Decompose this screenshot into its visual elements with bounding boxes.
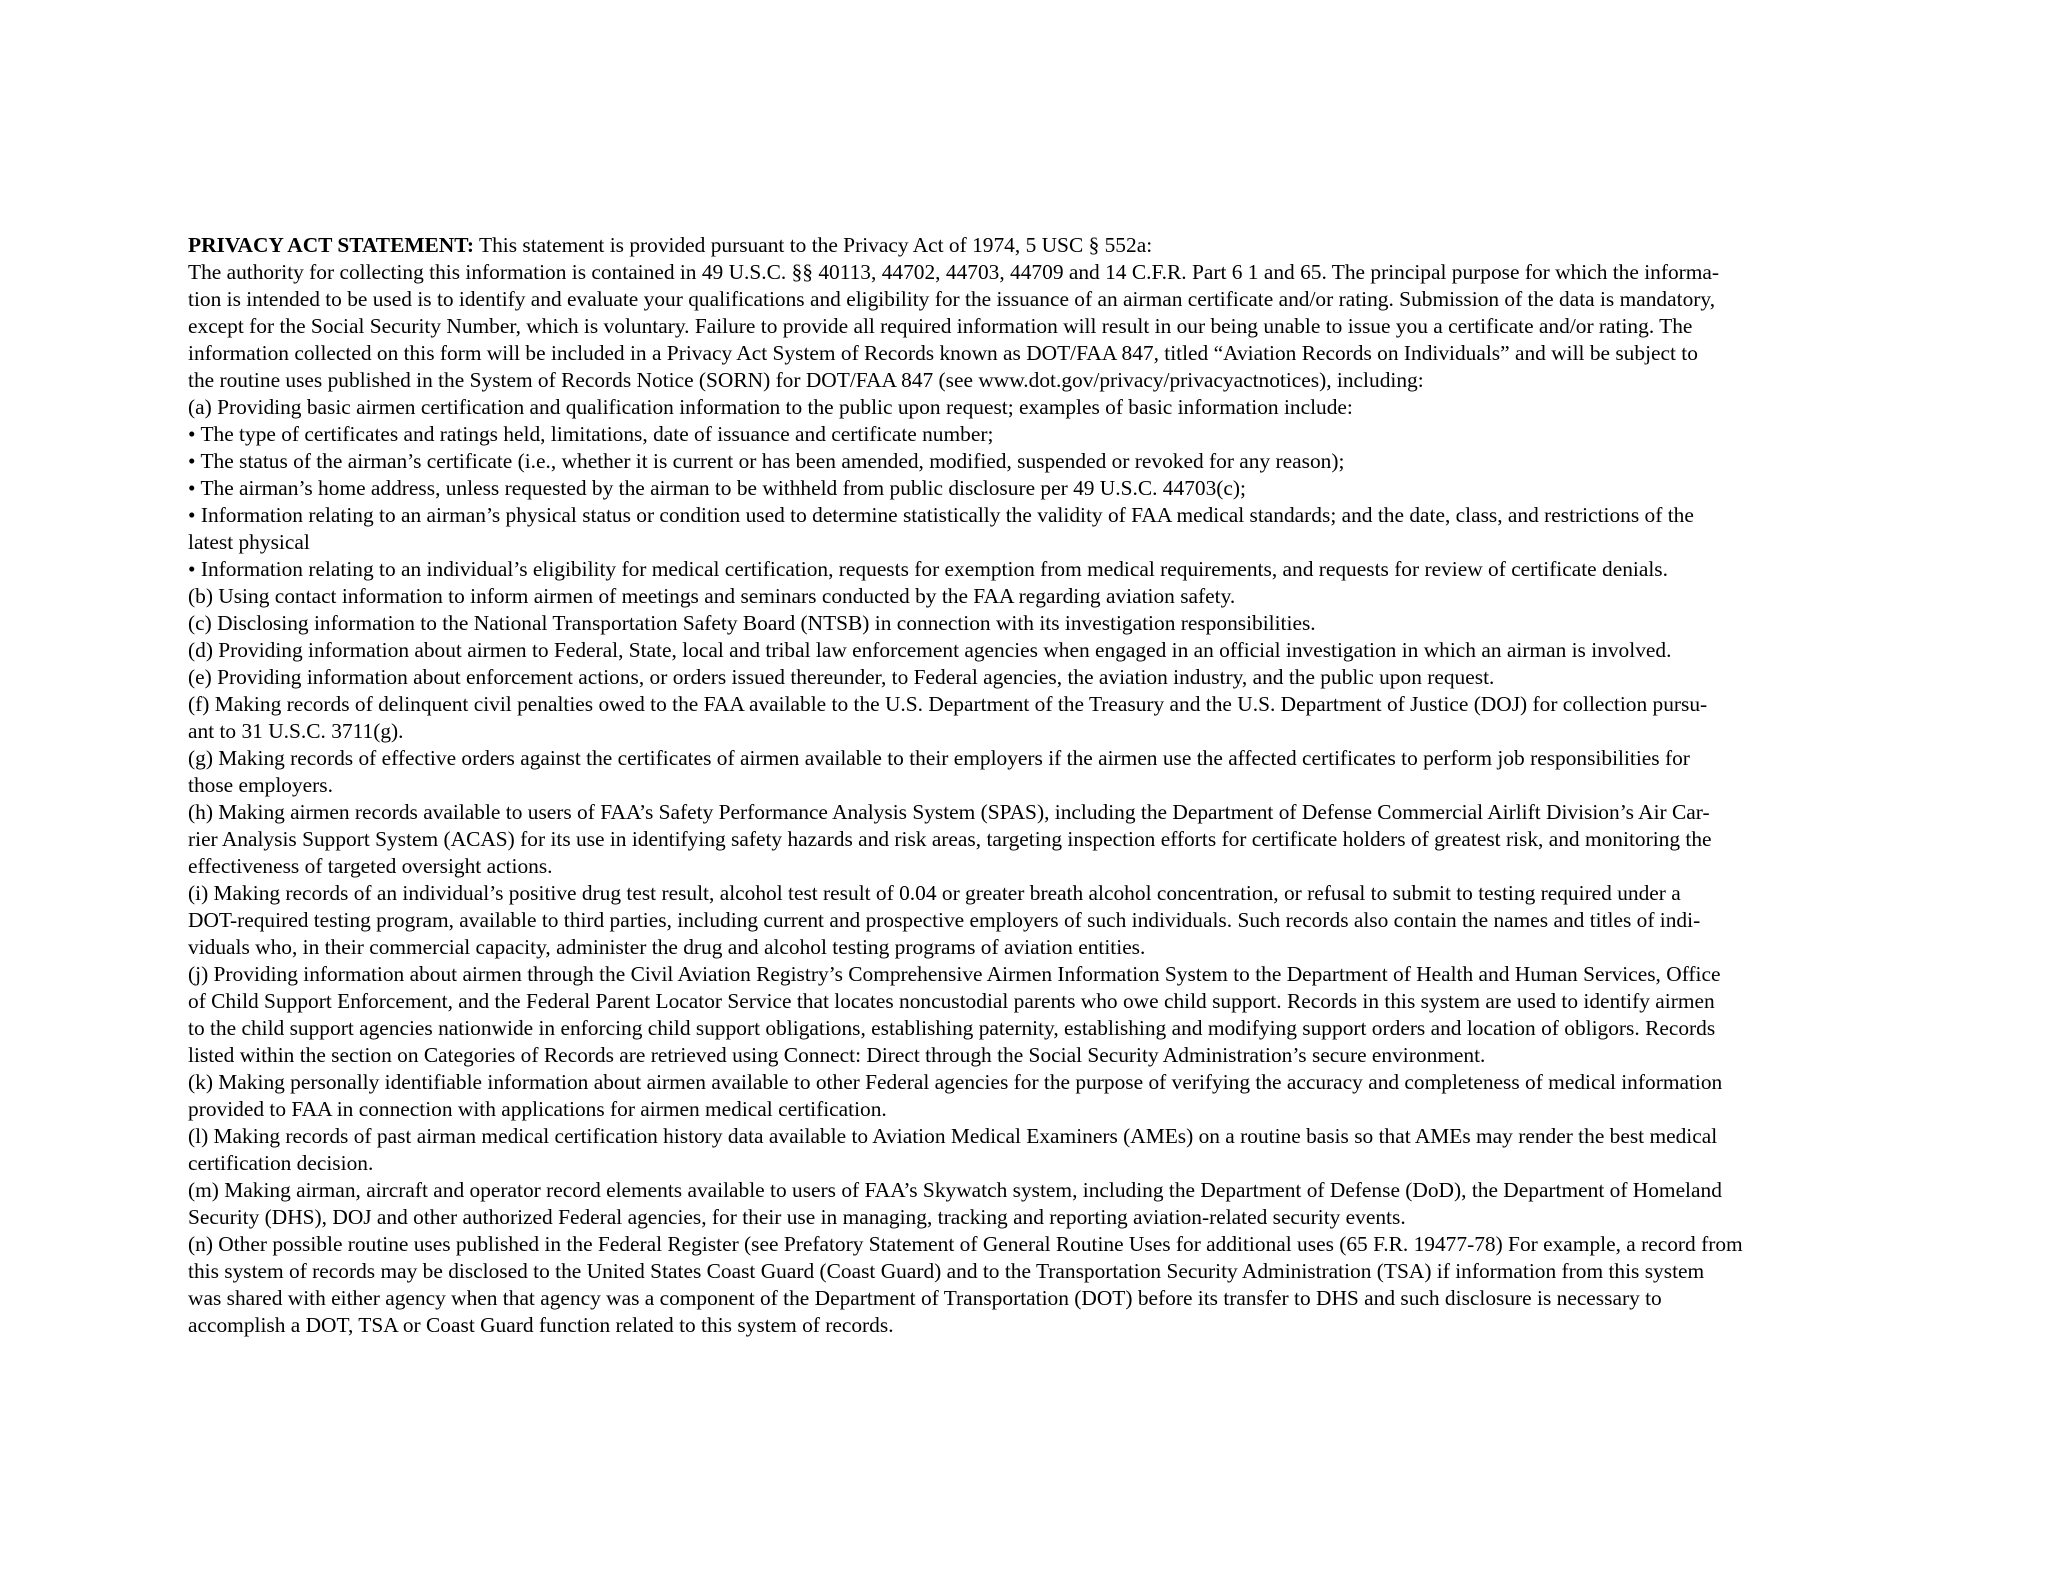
statement-line: (d) Providing information about airmen to Federal, State, local and tribal law enforcement agencies when engaged in an official investigation in which an airman is involved. [188, 638, 1672, 662]
statement-heading-text: This statement is provided pursuant to the Privacy Act of 1974, 5 USC § 552a: [474, 233, 1153, 257]
statement-line: effectiveness of targeted oversight actions. [188, 854, 553, 878]
statement-line: DOT-required testing program, available to third parties, including current and prospective employers of such individuals. Such records also contain the names and titles of indi- [188, 908, 1701, 932]
statement-line: (k) Making personally identifiable information about airmen available to other Federal agencies for the purpose of verifying the accuracy and completeness of medical information [188, 1070, 1723, 1094]
statement-line: listed within the section on Categories of Records are retrieved using Connect: Direct through the Social Security Administration’s secure environment. [188, 1043, 1486, 1067]
statement-line: accomplish a DOT, TSA or Coast Guard function related to this system of records. [188, 1313, 894, 1337]
statement-line: (g) Making records of effective orders against the certificates of airmen available to their employers if the airmen use the affected certificates to perform job responsibilities for [188, 746, 1690, 770]
statement-line: certification decision. [188, 1151, 374, 1175]
statement-line: latest physical [188, 530, 310, 554]
statement-line: tion is intended to be used is to identify and evaluate your qualifications and eligibility for the issuance of an airman certificate and/or rating. Submission of the data is mandatory, [188, 287, 1716, 311]
statement-line: of Child Support Enforcement, and the Federal Parent Locator Service that locates noncustodial parents who owe child support. Records in this system are used to identify airmen [188, 989, 1715, 1013]
statement-line: • Information relating to an airman’s physical status or condition used to determine statistically the validity of FAA medical standards; and the date, class, and restrictions of the [188, 503, 1694, 527]
statement-line: viduals who, in their commercial capacity, administer the drug and alcohol testing programs of aviation entities. [188, 935, 1146, 959]
statement-line: (c) Disclosing information to the National Transportation Safety Board (NTSB) in connection with its investigation responsibilities. [188, 611, 1316, 635]
statement-line: Security (DHS), DOJ and other authorized Federal agencies, for their use in managing, tracking and reporting aviation-related security events. [188, 1205, 1406, 1229]
statement-heading-line [188, 232, 1903, 259]
statement-line: (e) Providing information about enforcement actions, or orders issued thereunder, to Federal agencies, the aviation industry, and the public upon request. [188, 665, 1495, 689]
statement-line: • The type of certificates and ratings held, limitations, date of issuance and certificate number; [188, 422, 994, 446]
statement-line: (h) Making airmen records available to users of FAA’s Safety Performance Analysis System (SPAS), including the Department of Defense Commercial Airlift Division’s Air Car- [188, 800, 1710, 824]
statement-line: rier Analysis Support System (ACAS) for its use in identifying safety hazards and risk areas, targeting inspection efforts for certificate holders of greatest risk, and monitoring the [188, 827, 1712, 851]
statement-line: this system of records may be disclosed to the United States Coast Guard (Coast Guard) and to the Transportation Security Administration (TSA) if information from this system [188, 1259, 1705, 1283]
statement-line: (i) Making records of an individual’s positive drug test result, alcohol test result of 0.04 or greater breath alcohol concentration, or refusal to submit to testing required under a [188, 881, 1681, 905]
statement-line: (f) Making records of delinquent civil penalties owed to the FAA available to the U.S. Department of the Treasury and the U.S. Department of Justice (DOJ) for collection pursu- [188, 692, 1708, 716]
statement-line: those employers. [188, 773, 333, 797]
statement-line: (j) Providing information about airmen through the Civil Aviation Registry’s Comprehensive Airmen Information System to the Department of Health and Human Services, Office [188, 962, 1721, 986]
statement-line: (n) Other possible routine uses published in the Federal Register (see Prefatory Statement of General Routine Uses for additional uses (65 F.R. 19477-78) For example, a record from [188, 1232, 1743, 1256]
statement-line: information collected on this form will be included in a Privacy Act System of Records known as DOT/FAA 847, titled “Aviation Records on Individuals” and will be subject to [188, 341, 1698, 365]
statement-line: • Information relating to an individual’s eligibility for medical certification, requests for exemption from medical requirements, and requests for review of certificate denials. [188, 557, 1668, 581]
statement-line: (b) Using contact information to inform airmen of meetings and seminars conducted by the FAA regarding aviation safety. [188, 584, 1236, 608]
statement-line: • The status of the airman’s certificate (i.e., whether it is current or has been amended, modified, suspended or revoked for any reason); [188, 449, 1345, 473]
statement-line: the routine uses published in the System of Records Notice (SORN) for DOT/FAA 847 (see www.dot.gov/privacy/privacyactnotices), including: [188, 368, 1424, 392]
statement-line: • The airman’s home address, unless requested by the airman to be withheld from public disclosure per 49 U.S.C. 44703(c); [188, 476, 1246, 500]
statement-line: (l) Making records of past airman medical certification history data available to Aviation Medical Examiners (AMEs) on a routine basis so that AMEs may render the best medical [188, 1124, 1718, 1148]
statement-line: to the child support agencies nationwide in enforcing child support obligations, establishing paternity, establishing and modifying support orders and location of obligors. Records [188, 1016, 1716, 1040]
statement-line: except for the Social Security Number, which is voluntary. Failure to provide all required information will result in our being unable to issue you a certificate and/or rating. The [188, 314, 1693, 338]
privacy-act-statement [188, 232, 1903, 1339]
statement-line: ant to 31 U.S.C. 3711(g). [188, 719, 404, 743]
statement-line: The authority for collecting this information is contained in 49 U.S.C. §§ 40113, 44702, 44703, 44709 and 14 C.F.R. Part 6 1 and 65. The principal purpose for which the informa- [188, 260, 1720, 284]
statement-line: (m) Making airman, aircraft and operator record elements available to users of FAA’s Skywatch system, including the Department of Defense (DoD), the Department of Homeland [188, 1178, 1722, 1202]
statement-line: was shared with either agency when that agency was a component of the Department of Transportation (DOT) before its transfer to DHS and such disclosure is necessary to [188, 1286, 1662, 1310]
statement-heading-label: PRIVACY ACT STATEMENT: [188, 233, 475, 257]
statement-line: (a) Providing basic airmen certification and qualification information to the public upon request; examples of basic information include: [188, 395, 1353, 419]
statement-line: provided to FAA in connection with applications for airmen medical certification. [188, 1097, 887, 1121]
